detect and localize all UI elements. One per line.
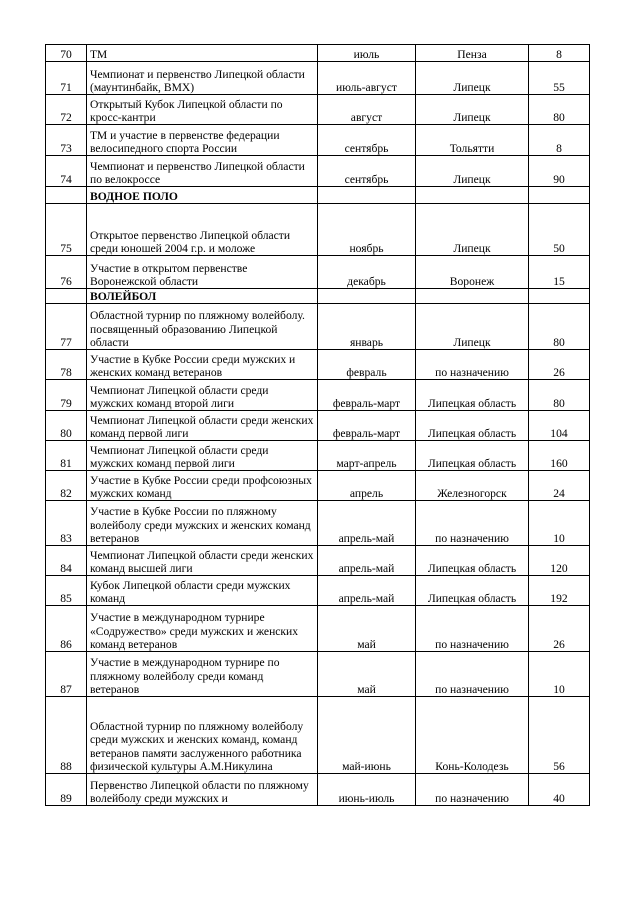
participants-cell: 10	[529, 652, 590, 697]
section-header-row	[46, 187, 590, 204]
place-cell: Липецк	[416, 62, 529, 95]
place-cell: Тольятти	[416, 125, 529, 156]
row-number-cell: 80	[46, 411, 87, 441]
event-name-cell: ВОЛЕЙБОЛ	[87, 289, 318, 304]
place-cell: Конь-Колодезь	[416, 697, 529, 774]
month-cell: февраль	[318, 350, 416, 380]
row-number-cell: 79	[46, 380, 87, 411]
event-name-cell: Открытый Кубок Липецкой области по кросс-кантри	[87, 95, 318, 125]
participants-cell: 15	[529, 256, 590, 289]
event-name-cell: Чемпионат Липецкой области среди мужских команд второй лиги	[87, 380, 318, 411]
month-cell: май-июнь	[318, 697, 416, 774]
event-name-cell: Чемпионат и первенство Липецкой области (маунтинбайк, BMX)	[87, 62, 318, 95]
month-cell: апрель-май	[318, 501, 416, 546]
event-name-cell: Областной турнир по пляжному волейболу. посвященный образованию Липецкой области	[87, 304, 318, 350]
row-number-cell: 86	[46, 606, 87, 652]
place-cell	[416, 187, 529, 204]
place-cell: по назначению	[416, 350, 529, 380]
table-row	[46, 304, 590, 350]
row-number-cell: 81	[46, 441, 87, 471]
month-cell: апрель-май	[318, 546, 416, 576]
month-cell: июнь-июль	[318, 774, 416, 806]
month-cell	[318, 187, 416, 204]
section-header-row	[46, 289, 590, 304]
place-cell: по назначению	[416, 774, 529, 806]
table-row	[46, 411, 590, 441]
table-row	[46, 652, 590, 697]
event-name-cell: Чемпионат Липецкой области среди женских команд первой лиги	[87, 411, 318, 441]
place-cell: Липецкая область	[416, 411, 529, 441]
row-number-cell: 82	[46, 471, 87, 501]
row-number-cell: 85	[46, 576, 87, 606]
events-table-body	[46, 45, 590, 806]
event-name-cell: Участие в открытом первенстве Воронежской области	[87, 256, 318, 289]
participants-cell: 192	[529, 576, 590, 606]
table-row	[46, 576, 590, 606]
table-row	[46, 697, 590, 774]
row-number-cell: 87	[46, 652, 87, 697]
month-cell: сентябрь	[318, 156, 416, 187]
participants-cell: 8	[529, 125, 590, 156]
event-name-cell: Первенство Липецкой области по пляжному волейболу среди мужских и	[87, 774, 318, 806]
place-cell: Липецкая область	[416, 441, 529, 471]
participants-cell: 24	[529, 471, 590, 501]
event-name-cell: Областной турнир по пляжному волейболу среди мужских и женских команд, команд ветеранов памяти заслуженного работника физической культуры А.М.Никулина	[87, 697, 318, 774]
month-cell: апрель-май	[318, 576, 416, 606]
participants-cell: 56	[529, 697, 590, 774]
event-name-cell: Открытое первенство Липецкой области среди юношей 2004 г.р. и моложе	[87, 204, 318, 256]
row-number-cell: 77	[46, 304, 87, 350]
month-cell: май	[318, 652, 416, 697]
month-cell: апрель	[318, 471, 416, 501]
participants-cell: 80	[529, 380, 590, 411]
row-number-cell: 78	[46, 350, 87, 380]
participants-cell: 26	[529, 606, 590, 652]
participants-cell: 80	[529, 304, 590, 350]
place-cell: Железногорск	[416, 471, 529, 501]
event-name-cell: ТМ и участие в первенстве федерации велосипедного спорта России	[87, 125, 318, 156]
month-cell: сентябрь	[318, 125, 416, 156]
row-number-cell: 84	[46, 546, 87, 576]
table-row	[46, 380, 590, 411]
event-name-cell: Участие в Кубке России среди мужских и женских команд ветеранов	[87, 350, 318, 380]
table-row	[46, 501, 590, 546]
row-number-cell: 75	[46, 204, 87, 256]
month-cell: февраль-март	[318, 411, 416, 441]
row-number-cell	[46, 289, 87, 304]
table-row	[46, 350, 590, 380]
row-number-cell: 73	[46, 125, 87, 156]
table-row	[46, 125, 590, 156]
table-row	[46, 471, 590, 501]
event-name-cell: Чемпионат Липецкой области среди мужских команд первой лиги	[87, 441, 318, 471]
table-row	[46, 45, 590, 62]
row-number-cell	[46, 187, 87, 204]
place-cell: Воронеж	[416, 256, 529, 289]
table-row	[46, 441, 590, 471]
table-row	[46, 546, 590, 576]
participants-cell: 55	[529, 62, 590, 95]
participants-cell: 80	[529, 95, 590, 125]
event-name-cell: Чемпионат и первенство Липецкой области по велокроссе	[87, 156, 318, 187]
place-cell: Липецк	[416, 95, 529, 125]
table-row	[46, 256, 590, 289]
row-number-cell: 70	[46, 45, 87, 62]
month-cell: ноябрь	[318, 204, 416, 256]
place-cell: по назначению	[416, 501, 529, 546]
event-name-cell: Участие в Кубке России среди профсоюзных мужских команд	[87, 471, 318, 501]
month-cell: июль-август	[318, 62, 416, 95]
row-number-cell: 74	[46, 156, 87, 187]
table-row	[46, 95, 590, 125]
row-number-cell: 72	[46, 95, 87, 125]
table-row	[46, 62, 590, 95]
row-number-cell: 83	[46, 501, 87, 546]
month-cell: март-апрель	[318, 441, 416, 471]
table-row	[46, 774, 590, 806]
participants-cell: 120	[529, 546, 590, 576]
month-cell: январь	[318, 304, 416, 350]
place-cell	[416, 289, 529, 304]
place-cell: Пенза	[416, 45, 529, 62]
participants-cell: 50	[529, 204, 590, 256]
place-cell: Липецк	[416, 304, 529, 350]
row-number-cell: 89	[46, 774, 87, 806]
month-cell: февраль-март	[318, 380, 416, 411]
table-row	[46, 156, 590, 187]
place-cell: Липецкая область	[416, 380, 529, 411]
place-cell: Липецкая область	[416, 546, 529, 576]
month-cell: июль	[318, 45, 416, 62]
participants-cell: 8	[529, 45, 590, 62]
event-name-cell: ТМ	[87, 45, 318, 62]
table-row	[46, 204, 590, 256]
month-cell: декабрь	[318, 256, 416, 289]
event-name-cell: Чемпионат Липецкой области среди женских команд высшей лиги	[87, 546, 318, 576]
place-cell: по назначению	[416, 606, 529, 652]
month-cell: май	[318, 606, 416, 652]
table-row	[46, 606, 590, 652]
participants-cell: 104	[529, 411, 590, 441]
event-name-cell: Участие в Кубке России по пляжному волейболу среди мужских и женских команд ветеранов	[87, 501, 318, 546]
participants-cell	[529, 187, 590, 204]
event-name-cell: ВОДНОЕ ПОЛО	[87, 187, 318, 204]
place-cell: Липецкая область	[416, 576, 529, 606]
event-name-cell: Участие в международном турнире «Содружество» среди мужских и женских команд ветеранов	[87, 606, 318, 652]
place-cell: по назначению	[416, 652, 529, 697]
row-number-cell: 88	[46, 697, 87, 774]
month-cell: август	[318, 95, 416, 125]
participants-cell: 40	[529, 774, 590, 806]
participants-cell: 90	[529, 156, 590, 187]
participants-cell	[529, 289, 590, 304]
participants-cell: 26	[529, 350, 590, 380]
row-number-cell: 76	[46, 256, 87, 289]
events-table	[45, 44, 590, 806]
participants-cell: 160	[529, 441, 590, 471]
event-name-cell: Кубок Липецкой области среди мужских команд	[87, 576, 318, 606]
place-cell: Липецк	[416, 204, 529, 256]
row-number-cell: 71	[46, 62, 87, 95]
participants-cell: 10	[529, 501, 590, 546]
event-name-cell: Участие в международном турнире по пляжному волейболу среди команд ветеранов	[87, 652, 318, 697]
month-cell	[318, 289, 416, 304]
place-cell: Липецк	[416, 156, 529, 187]
